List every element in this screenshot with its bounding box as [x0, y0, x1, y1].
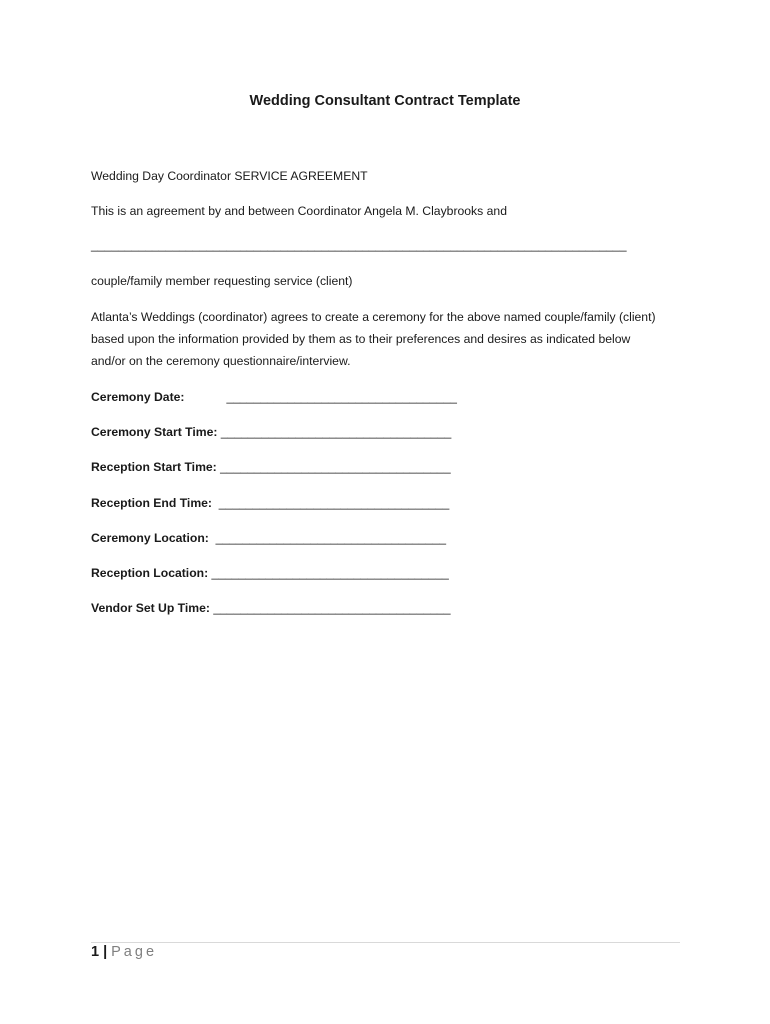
field-label: Reception Start Time: [91, 460, 217, 474]
field-reception-end-time [91, 496, 449, 510]
field-reception-start-time [91, 460, 451, 474]
field-blank-line: __________________________________ [216, 460, 451, 474]
intro-text: This is an agreement by and between Coordinator Angela M. Claybrooks and [91, 204, 507, 218]
document-title: Wedding Consultant Contract Template [249, 93, 521, 109]
body-text-line-3: and/or on the ceremony questionnaire/interview. [91, 354, 351, 368]
field-ceremony-date [91, 390, 457, 404]
field-label: Reception End Time: [91, 496, 212, 510]
footer-separator: | [103, 944, 108, 960]
field-blank-line: ___________________________________ [209, 601, 451, 615]
field-ceremony-location [91, 531, 446, 545]
agreement-heading: Wedding Day Coordinator SERVICE AGREEMENT [91, 169, 368, 183]
client-label: couple/family member requesting service (client) [91, 274, 353, 288]
page-word: Page [111, 944, 158, 960]
client-name-line: _______________________________________________________________________________ [91, 238, 627, 252]
footer-divider [91, 942, 680, 943]
body-text-line-1: Atlanta’s Weddings (coordinator) agrees to create a ceremony for the above named couple/family (client) [91, 310, 656, 324]
field-blank-line: __________________________________ [217, 425, 452, 439]
field-label: Vendor Set Up Time: [91, 601, 210, 615]
page-footer [91, 944, 157, 960]
field-ceremony-start-time [91, 425, 451, 439]
field-blank-line: __________________________________ [212, 496, 450, 510]
field-blank-line: __________________________________ [208, 531, 447, 545]
field-label: Ceremony Start Time: [91, 425, 218, 439]
page-number: 1 [91, 944, 100, 960]
field-label: Reception Location: [91, 566, 209, 580]
field-vendor-set-up-time [91, 601, 451, 615]
field-reception-location [91, 566, 449, 580]
field-blank-line: ___________________________________ [208, 566, 449, 580]
field-label: Ceremony Date: [91, 390, 185, 404]
field-blank-line: __________________________________ [226, 390, 457, 404]
field-label: Ceremony Location: [91, 531, 209, 545]
body-text-line-2: based upon the information provided by them as to their preferences and desires as indicated below [91, 332, 631, 346]
